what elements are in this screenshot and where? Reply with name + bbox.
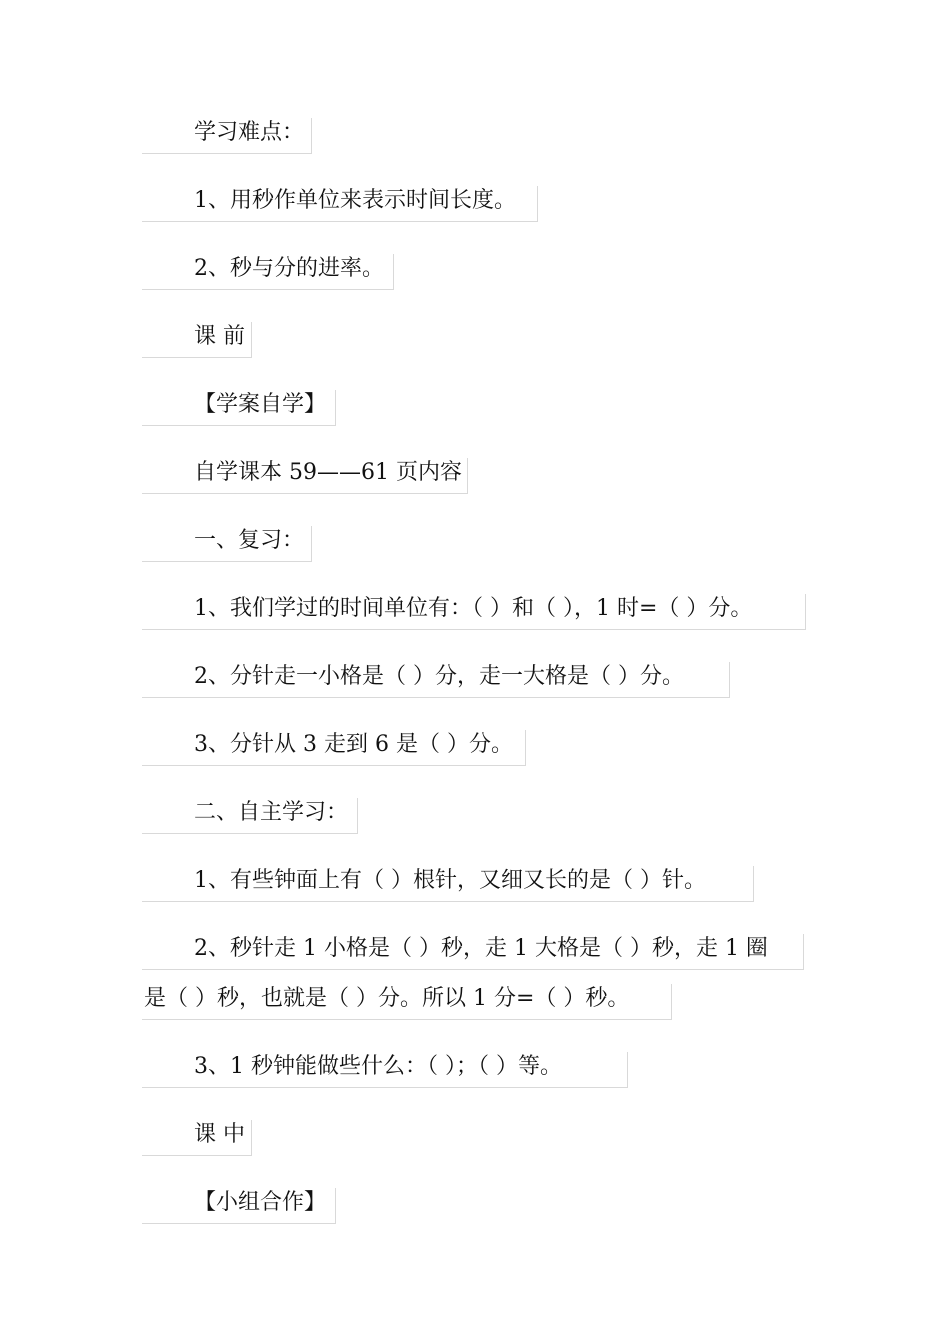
heading-review: 一、复习： bbox=[142, 526, 312, 562]
study-question-3: 3、1 秒钟能做些什么：（ ）；（ ）等。 bbox=[142, 1052, 628, 1088]
section-heading-in-class: 课 中 bbox=[142, 1120, 252, 1156]
review-question-2: 2、分针走一小格是（ ）分，走一大格是（ ）分。 bbox=[142, 662, 730, 698]
study-question-2-line-2: 是（ ）秒，也就是（ ）分。所以 1 分=（ ）秒。 bbox=[142, 984, 672, 1020]
review-question-1: 1、我们学过的时间单位有：（ ）和（ ），1 时=（ ）分。 bbox=[142, 594, 806, 630]
heading-group-work: 【小组合作】 bbox=[142, 1188, 336, 1224]
section-heading-before-class: 课 前 bbox=[142, 322, 252, 358]
heading-difficulties: 学习难点： bbox=[142, 118, 312, 154]
difficulty-item-2: 2、秒与分的进率。 bbox=[142, 254, 394, 290]
study-question-1: 1、有些钟面上有（ ）根针，又细又长的是（ ）针。 bbox=[142, 866, 754, 902]
study-question-2-line-1: 2、秒针走 1 小格是（ ）秒，走 1 大格是（ ）秒，走 1 圈 bbox=[142, 934, 804, 970]
self-study-instruction: 自学课本 59——61 页内容 bbox=[142, 458, 468, 494]
heading-independent-study: 二、自主学习： bbox=[142, 798, 358, 834]
difficulty-item-1: 1、用秒作单位来表示时间长度。 bbox=[142, 186, 538, 222]
study-question-2 bbox=[142, 934, 804, 1022]
heading-self-study: 【学案自学】 bbox=[142, 390, 336, 426]
review-question-3: 3、分针从 3 走到 6 是（ ）分。 bbox=[142, 730, 526, 766]
